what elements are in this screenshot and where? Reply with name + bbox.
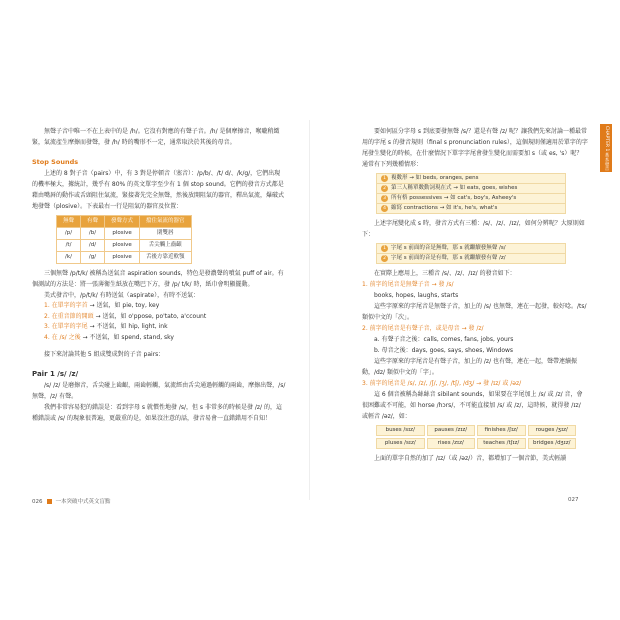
rule-2-heading: 2. 前字的尾音是有聲子音，或是母音 → 發 /z/ bbox=[362, 325, 484, 332]
table-cell: /t/ bbox=[57, 240, 81, 252]
list-item: 4. 在 /s/ 之後 → 不送氣，如 spend, stand, sky bbox=[44, 333, 174, 341]
rule-1-heading: 1. 前字的尾音是無聲子音 → 發 /s/ bbox=[362, 281, 454, 288]
page-number: 026 bbox=[32, 499, 43, 505]
table-cell: /k/ bbox=[57, 252, 81, 264]
left-footer bbox=[32, 497, 111, 505]
right-footer bbox=[568, 497, 579, 503]
table-cell: /g/ bbox=[81, 252, 105, 264]
rule-2-example-b: b. 母音之後：days, goes, says, shoes, Windows bbox=[374, 347, 514, 354]
table-cell: plosive bbox=[105, 240, 140, 252]
table-cell: /p/ bbox=[57, 228, 81, 240]
table-cell: /d/ bbox=[81, 240, 105, 252]
rule-1-examples: books, hopes, laughs, starts bbox=[374, 292, 459, 299]
pair-paragraph-2: 我們非常容易犯的錯誤是：看到字母 s 就慣性地發 /s/，但 s 非常多的時候是發 /z/ 的，這種錯誤或 /s/ 的現象很普遍，更嚴重的是，如果沒注意的話，發音易會一直錯錯用不自知！ bbox=[32, 404, 282, 422]
rule-3-heading: 3. 前字的尾音是 /s/, /z/, /ʃ/, /ʒ/, /tʃ/, /dʒ/ → 發 /ɪz/ 或 /əz/ bbox=[362, 380, 522, 387]
pair-paragraph: /s/ /z/ 是磨擦音，舌尖碰上齒齦，兩齒輕觸，氣流經由舌尖通過輕觸的兩齒，摩擦出聲，/s/ 無聲，/z/ 有聲。 bbox=[32, 382, 286, 400]
table-cell: 舌後方靠近軟顎 bbox=[140, 252, 192, 264]
table-row bbox=[57, 252, 192, 264]
table-row bbox=[57, 240, 192, 252]
table-header: 無聲 bbox=[57, 216, 81, 228]
list-item: 4 縮寫 contractions → 如 it's, he's, what's bbox=[377, 204, 565, 213]
table-cell: 閉雙唇 bbox=[140, 228, 192, 240]
table-header: 發聲方式 bbox=[105, 216, 140, 228]
right-column bbox=[362, 126, 588, 464]
aspiration-paragraph-2: 美式發音中，/p/t/k/ 有時送氣（aspirate），有時不送氣： bbox=[44, 292, 200, 299]
table-cell: /b/ bbox=[81, 228, 105, 240]
list-item: 1 字尾 s 前面的音是無聲，那 s 就繼續發無聲 /s/ bbox=[377, 244, 565, 254]
table-header: 擋住氣流的器官 bbox=[140, 216, 192, 228]
example-cell: pauses /zɪz/ bbox=[427, 425, 476, 436]
principle-box bbox=[376, 243, 566, 264]
table-cell: 舌尖觸上齒齦 bbox=[140, 240, 192, 252]
table-header-row bbox=[57, 216, 192, 228]
closing-paragraph: 上面的單字自然的加了 /ɪz/（或 /əz/）音，都增加了一個音節，美式輕讀 bbox=[374, 455, 567, 462]
example-cell: buses /sɪz/ bbox=[376, 425, 425, 436]
left-column bbox=[32, 126, 286, 424]
footer-square-icon bbox=[47, 499, 52, 504]
list-item: 1. 在單字的字首 → 送氣，如 pie, toy, key bbox=[44, 302, 160, 309]
list-item: 2 字尾 s 前面的音是有聲，那 s 就繼續發有聲 /z/ bbox=[377, 254, 565, 263]
example-cell: finishes /ʃɪz/ bbox=[477, 425, 526, 436]
stop-sounds-table bbox=[56, 215, 192, 264]
example-cell: pluses /sɪz/ bbox=[376, 438, 425, 449]
final-s-paragraph: 要如何區分字母 s 到底要發無聲 /s/？還是有聲 /z/ 呢？讓我們先來討論一種最常用的字尾 s 的發音規則（final s pronunciation rules），這個規則僅適用於單字的字尾發生變化的時候，在什麼情況下單字字尾會發生變化而需要加 s（或 es, 's）呢？通常有下列幾種情形： bbox=[362, 128, 588, 168]
page-number: 027 bbox=[568, 497, 579, 503]
chapter-side-tab: CHAPTER 1 基本發音 bbox=[600, 124, 612, 172]
example-cell: rouges /ʒɪz/ bbox=[528, 425, 577, 436]
list-item: 2 第三人稱單數動詞現在式 → 如 eats, goes, wishes bbox=[377, 184, 565, 194]
application-paragraph: 在實際上應用上，三種音 /s/、/z/、/ɪz/ 的發音如下： bbox=[374, 270, 516, 277]
table-cell: plosive bbox=[105, 228, 140, 240]
aspiration-paragraph: 三個無聲 /p/t/k/ 被稱為送氣音 aspiration sounds，特色是發濃聲的噴氣 puff of air。有個測試的方法是：將一張薄衛生紙放在嘴巴下方，發 /p/ t/k/ 時，紙巾會明顯擺動。 bbox=[32, 270, 284, 288]
list-item: 3 所有格 possessives → 如 cat's, boy's, Asheey's bbox=[377, 194, 565, 204]
list-item: 3. 在單字的字尾 → 不送氣，如 hip, light, ink bbox=[44, 323, 168, 330]
cases-box bbox=[376, 173, 566, 214]
rule-1-text: 這些字原來的字尾音是無聲子音，加上的 /s/ 也無聲，連在一起發，較好唸。/ts/ 類似中文的「次」。 bbox=[362, 303, 587, 321]
table-cell: plosive bbox=[105, 252, 140, 264]
stop-sounds-heading: Stop Sounds bbox=[32, 158, 79, 166]
rule-2-example-a: a. 有聲子音之後：calls, comes, fans, jobs, yours bbox=[374, 336, 514, 343]
principle-paragraph: 上述字尾變化成 s 時，發音方式有三種：/s/、/z/、/ɪz/，如何分辨呢？大原則如下： bbox=[362, 220, 585, 238]
list-item: 2. 在重音節的開頭 → 送氣，如 o'ppose, po'tato, a'ccount bbox=[44, 312, 207, 320]
examples-grid bbox=[376, 425, 576, 449]
next-paragraph: 接下來討論其他 5 組成雙成對的子音 pairs： bbox=[44, 351, 165, 358]
intro-paragraph: 無聲子音中唯一不在上表中的是 /h/。它沒有對應的有聲子音。/h/ 是個摩擦音，喉嚨稍緻緊，氣流產生摩擦而發聲，發 /h/ 時的嘴形不一定，通常取決於其後的母音。 bbox=[32, 128, 280, 146]
table-header: 有聲 bbox=[81, 216, 105, 228]
example-cell: bridges /dʒɪz/ bbox=[528, 438, 577, 449]
rule-3-text: 這 6 個音被稱為絲絲音 sibilant sounds，如果要在字尾加上 /s/ 或 /z/ 音，會很困難或不可能，如 horse /hɔrs/，不可能直接加 /s/ 或 /z/，這時候，就得發 /ɪz/ 或輕音 /əz/，如： bbox=[362, 391, 583, 420]
list-item: 1 複數形 → 如 beds, oranges, pens bbox=[377, 174, 565, 184]
rule-2-text: 這些字原來的字尾音是有聲子音，加上的 /z/ 也有聲，連在一起，聲帶連續振動，/dz/ 類似中文的「字」。 bbox=[362, 358, 578, 376]
table-row bbox=[57, 228, 192, 240]
pair-heading: Pair 1 /s/ /z/ bbox=[32, 370, 79, 378]
stop-sounds-paragraph: 上述的 8 對子音（pairs）中，有 3 對是停頓音（塞音）：/p/b/、/t/ d/、/k/g/，它們出現的機率極大，據統計，幾乎有 80% 的英文單字至少有 1 個 stop sound。它們的發音方式都是藉由嘴唇的動作或舌頭阻住氣流，緊接著先完全無聲，然後放開阻氣的器官，釋出氣流，爆破式地發聲（plosive）。下表最右一行是阻氣的器官及位置： bbox=[32, 170, 285, 210]
example-cell: teaches /tʃɪz/ bbox=[477, 438, 526, 449]
book-title: 一本突破中式英文盲點 bbox=[55, 499, 111, 505]
example-cell: rises /zɪz/ bbox=[427, 438, 476, 449]
